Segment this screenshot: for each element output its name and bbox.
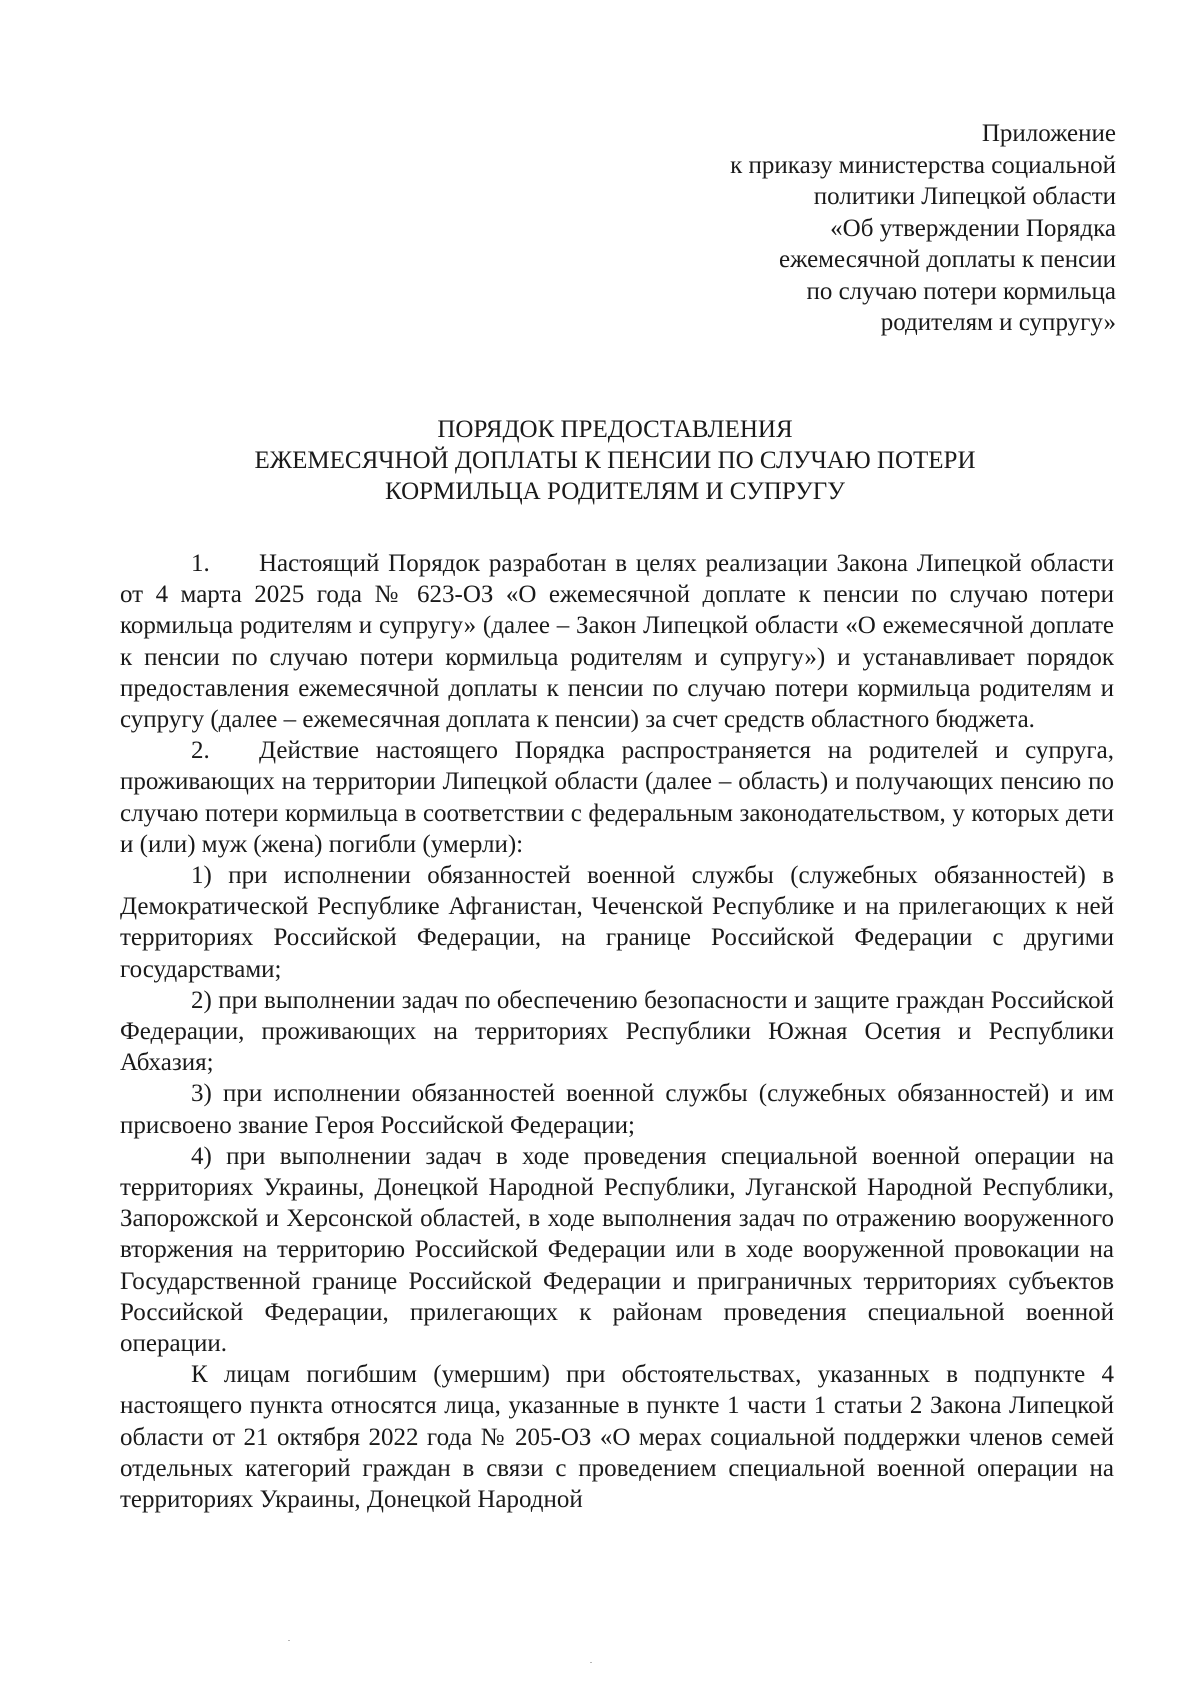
document-title bbox=[120, 414, 1110, 507]
subparagraph-1: 1) при исполнении обязанностей военной службы (служебных обязанностей) в Демократической Республике Афганистан, Чеченской Республике и на прилегающих к ней территориях Российской Федерации, на границе Российской Федерации с другими государствами; bbox=[120, 862, 1114, 983]
paragraph-text: Настоящий Порядок разработан в целях реализации Закона Липецкой области от 4 марта 2025 года № 623-ОЗ «О ежемесячной доплате к пенсии по случаю потери кормильца родителям и супругу» (далее – Закон Липецкой области «О ежемесячной доплате к пенсии по случаю потери кормильца родителям и супругу») и устанавливает порядок предоставления ежемесячной доплаты к пенсии по случаю потери кормильца родителям и супругу (далее – ежемесячная доплата к пенсии) за счет средств областного бюджета. bbox=[120, 550, 1114, 734]
paragraph-number: 2. bbox=[191, 737, 210, 765]
appendix-line: ежемесячной доплаты к пенсии bbox=[779, 246, 1116, 273]
appendix-header bbox=[596, 118, 1116, 339]
paragraph-number: 1. bbox=[191, 550, 210, 577]
paragraph-text: Действие настоящего Порядка распространяется на родителей и супруга, проживающих на территории Липецкой области (далее – область) и получающих пенсию по случаю потери кормильца в соответствии с федеральным законодательством, у которых дети и (или) муж (жена) погибли (умерли): bbox=[120, 737, 1114, 858]
paragraph-persons: К лицам погибшим (умершим) при обстоятельствах, указанных в подпункте 4 настоящего пункта относятся лица, указанные в пункте 1 части 1 статьи 2 Закона Липецкой области от 21 октября 2022 года № 205-ОЗ «О мерах социальной поддержки членов семей отдельных категорий граждан в связи с проведением специальной военной операции на территориях Украины, Донецкой Народной bbox=[120, 1361, 1114, 1514]
title-line: КОРМИЛЬЦА РОДИТЕЛЯМ И СУПРУГУ bbox=[385, 478, 845, 505]
appendix-line: к приказу министерства социальной bbox=[730, 151, 1116, 179]
title-line: ЕЖЕМЕСЯЧНОЙ ДОПЛАТЫ К ПЕНСИИ ПО СЛУЧАЮ ПОТЕРИ bbox=[254, 447, 976, 474]
title-line: ПОРЯДОК ПРЕДОСТАВЛЕНИЯ bbox=[437, 416, 793, 443]
subparagraph-3: 3) при исполнении обязанностей военной службы (служебных обязанностей) и им присвоено звание Героя Российской Федерации; bbox=[120, 1080, 1114, 1139]
scan-speck bbox=[288, 1640, 290, 1641]
appendix-line: по случаю потери кормильца bbox=[806, 277, 1116, 305]
appendix-line: политики Липецкой области bbox=[813, 183, 1116, 210]
appendix-line: «Об утверждении Порядка bbox=[830, 214, 1116, 242]
paragraph-2 bbox=[120, 735, 1114, 860]
appendix-line: родителям и супругу» bbox=[880, 309, 1116, 336]
scan-speck bbox=[590, 1662, 592, 1663]
paragraph-1 bbox=[120, 548, 1114, 735]
subparagraph-2: 2) при выполнении задач по обеспечению безопасности и защите граждан Российской Федерации, проживающих на территориях Республики Южная Осетия и Республики Абхазия; bbox=[120, 986, 1114, 1077]
appendix-line: Приложение bbox=[981, 120, 1116, 147]
document-body bbox=[120, 548, 1114, 1515]
subparagraph-4: 4) при выполнении задач в ходе проведения специальной военной операции на территориях Украины, Донецкой Народной Республики, Луганской Народной Республики, Запорожской и Херсонской областей, в ходе выполнения задач по отражению вооруженного вторжения на территорию Российской Федерации или в ходе вооруженной провокации на Государственной границе Российской Федерации и приграничных территориях субъектов Российской Федерации, прилегающих к районам проведения специальной военной операции. bbox=[120, 1142, 1114, 1358]
